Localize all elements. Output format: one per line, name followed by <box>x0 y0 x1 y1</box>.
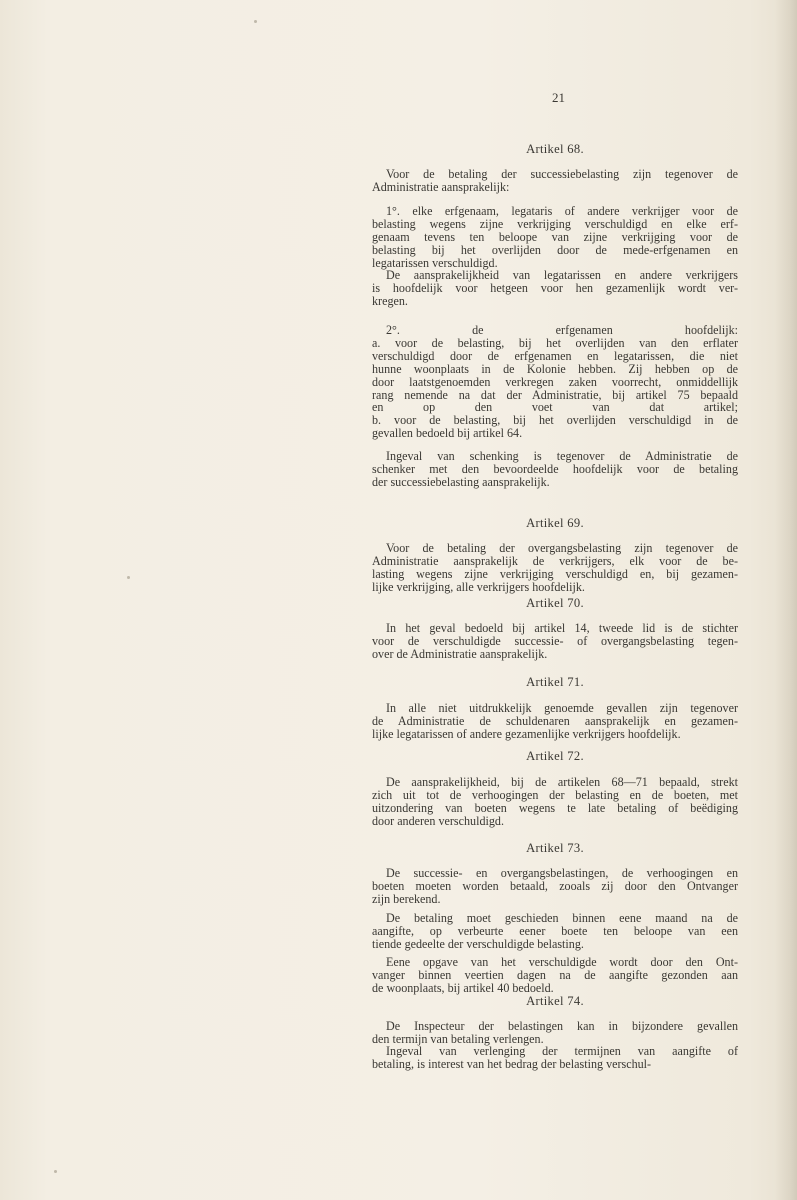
article-paragraph <box>372 324 738 440</box>
text-line: belasting wegens zijne verkrijging verschuldigd en elke erf- <box>372 216 738 231</box>
article-paragraph <box>372 1020 738 1046</box>
text-line: Ingeval van schenking is tegenover de Administratie de <box>386 449 738 463</box>
text-line: schenker met den bevoordeelde hoofdelijk voor de betaling <box>372 461 738 476</box>
article-paragraph <box>372 450 738 489</box>
text-line: en op den voet van dat artikel; <box>372 400 738 415</box>
text-line: boeten moeten worden betaald, zooals zij door den Ontvanger <box>372 878 738 893</box>
article-heading: Artikel 71. <box>526 675 584 689</box>
text-line: lijke legatarissen of andere gezamenlijke verkrijgers hoofdelijk. <box>372 726 681 741</box>
text-line: b. voor de belasting, bij het overlijden verschuldigd in de <box>372 413 738 428</box>
paper-speck <box>254 20 257 23</box>
article-paragraph <box>372 702 738 741</box>
article-paragraph <box>372 912 738 951</box>
text-line: door laatstgenoemden verkregen zaken voorrecht, onmiddellijk <box>372 374 738 389</box>
article-paragraph <box>372 776 738 828</box>
text-line: is hoofdelijk voor hetgeen voor hen gezamenlijk wordt ver- <box>372 280 738 295</box>
text-line: De successie- en overgangsbelastingen, de verhoogingen en <box>386 866 738 880</box>
article-paragraph <box>372 1045 738 1071</box>
page-number: 21 <box>552 90 565 105</box>
text-line: voor de verschuldigde successie- of overgangsbelasting tegen- <box>372 633 738 648</box>
article-heading: Artikel 73. <box>526 841 584 855</box>
text-line: verschuldigd door de erfgenamen en legatarissen, die niet <box>372 348 738 363</box>
text-line: a. voor de belasting, bij het overlijden van den erflater <box>372 335 738 350</box>
text-line: belasting bij het overlijden door de mede-erfgenamen en <box>372 242 738 257</box>
text-line: Ingeval van verlenging der termijnen van aangifte of <box>386 1044 738 1058</box>
text-line: zijn berekend. <box>372 891 441 906</box>
page-edge-shadow <box>775 0 797 1200</box>
text-line: de woonplaats, bij artikel 40 bedoeld. <box>372 980 554 995</box>
text-line: Administratie aansprakelijk: <box>372 179 510 194</box>
text-line: gevallen bedoeld bij artikel 64. <box>372 426 523 441</box>
article-heading: Artikel 69. <box>526 516 584 530</box>
text-line: In alle niet uitdrukkelijk genoemde gevallen zijn tegenover <box>386 701 738 715</box>
text-line: kregen. <box>372 293 408 308</box>
text-line: aangifte, op verbeurte eener boete ten beloope van een <box>372 923 738 938</box>
text-line: lasting wegens zijne verkrijging verschuldigd en, bij gezamen- <box>372 566 738 581</box>
article-heading: Artikel 68. <box>526 142 584 156</box>
text-line: betaling, is interest van het bedrag der belasting verschul- <box>372 1056 652 1071</box>
text-line: den termijn van betaling verlengen. <box>372 1031 544 1046</box>
text-line: lijke verkrijging, alle verkrijgers hoofdelijk. <box>372 579 585 594</box>
article-paragraph <box>372 622 738 661</box>
text-line: over de Administratie aansprakelijk. <box>372 646 548 661</box>
text-line: De Inspecteur der belastingen kan in bijzondere gevallen <box>386 1019 738 1033</box>
text-line: de Administratie de schuldenaren aansprakelijk en gezamen- <box>372 713 738 728</box>
article-paragraph <box>372 269 738 308</box>
text-line: Voor de betaling der successiebelasting zijn tegenover de <box>386 167 738 181</box>
text-line: Administratie aansprakelijk de verkrijgers, elk voor de be- <box>372 553 738 568</box>
text-line: uitzondering van boeten wegens te late betaling of beëdiging <box>372 800 738 815</box>
article-paragraph <box>372 205 738 270</box>
text-line: De betaling moet geschieden binnen eene maand na de <box>386 911 738 925</box>
text-line: In het geval bedoeld bij artikel 14, tweede lid is de stichter <box>386 621 738 635</box>
article-paragraph <box>372 956 738 995</box>
text-line: 1°. elke erfgenaam, legataris of andere verkrijger voor de <box>386 204 738 218</box>
text-line: der successiebelasting aansprakelijk. <box>372 474 550 489</box>
text-line: rang nemende na dat der Administratie, bij artikel 75 bepaald <box>372 387 738 402</box>
article-heading: Artikel 74. <box>526 994 584 1008</box>
text-line: legatarissen verschuldigd. <box>372 255 498 270</box>
text-line: 2°. de erfgenamen hoofdelijk: <box>386 323 738 337</box>
paper-speck <box>54 1170 57 1173</box>
article-paragraph <box>372 542 738 594</box>
text-line: De aansprakelijkheid van legatarissen en andere verkrijgers <box>386 268 738 282</box>
text-line: De aansprakelijkheid, bij de artikelen 68—71 bepaald, strekt <box>386 775 738 789</box>
text-line: Eene opgave van het verschuldigde wordt door den Ont- <box>386 955 738 969</box>
article-paragraph <box>372 867 738 906</box>
text-line: hunne woonplaats in de Kolonie hebben. Zij hebben op de <box>372 361 738 376</box>
text-line: door anderen verschuldigd. <box>372 813 504 828</box>
article-heading: Artikel 72. <box>526 749 584 763</box>
article-heading: Artikel 70. <box>526 596 584 610</box>
text-line: zich uit tot de verhoogingen der belasting en de boeten, met <box>372 787 738 802</box>
article-paragraph <box>372 168 738 194</box>
text-line: Voor de betaling der overgangsbelasting zijn tegenover de <box>386 541 738 555</box>
text-line: vanger binnen veertien dagen na de aangifte gezonden aan <box>372 967 738 982</box>
text-line: genaam tevens ten beloope van zijne verkrijging voor de <box>372 229 738 244</box>
text-line: tiende gedeelte der verschuldigde belasting. <box>372 936 584 951</box>
paper-speck <box>127 576 130 579</box>
